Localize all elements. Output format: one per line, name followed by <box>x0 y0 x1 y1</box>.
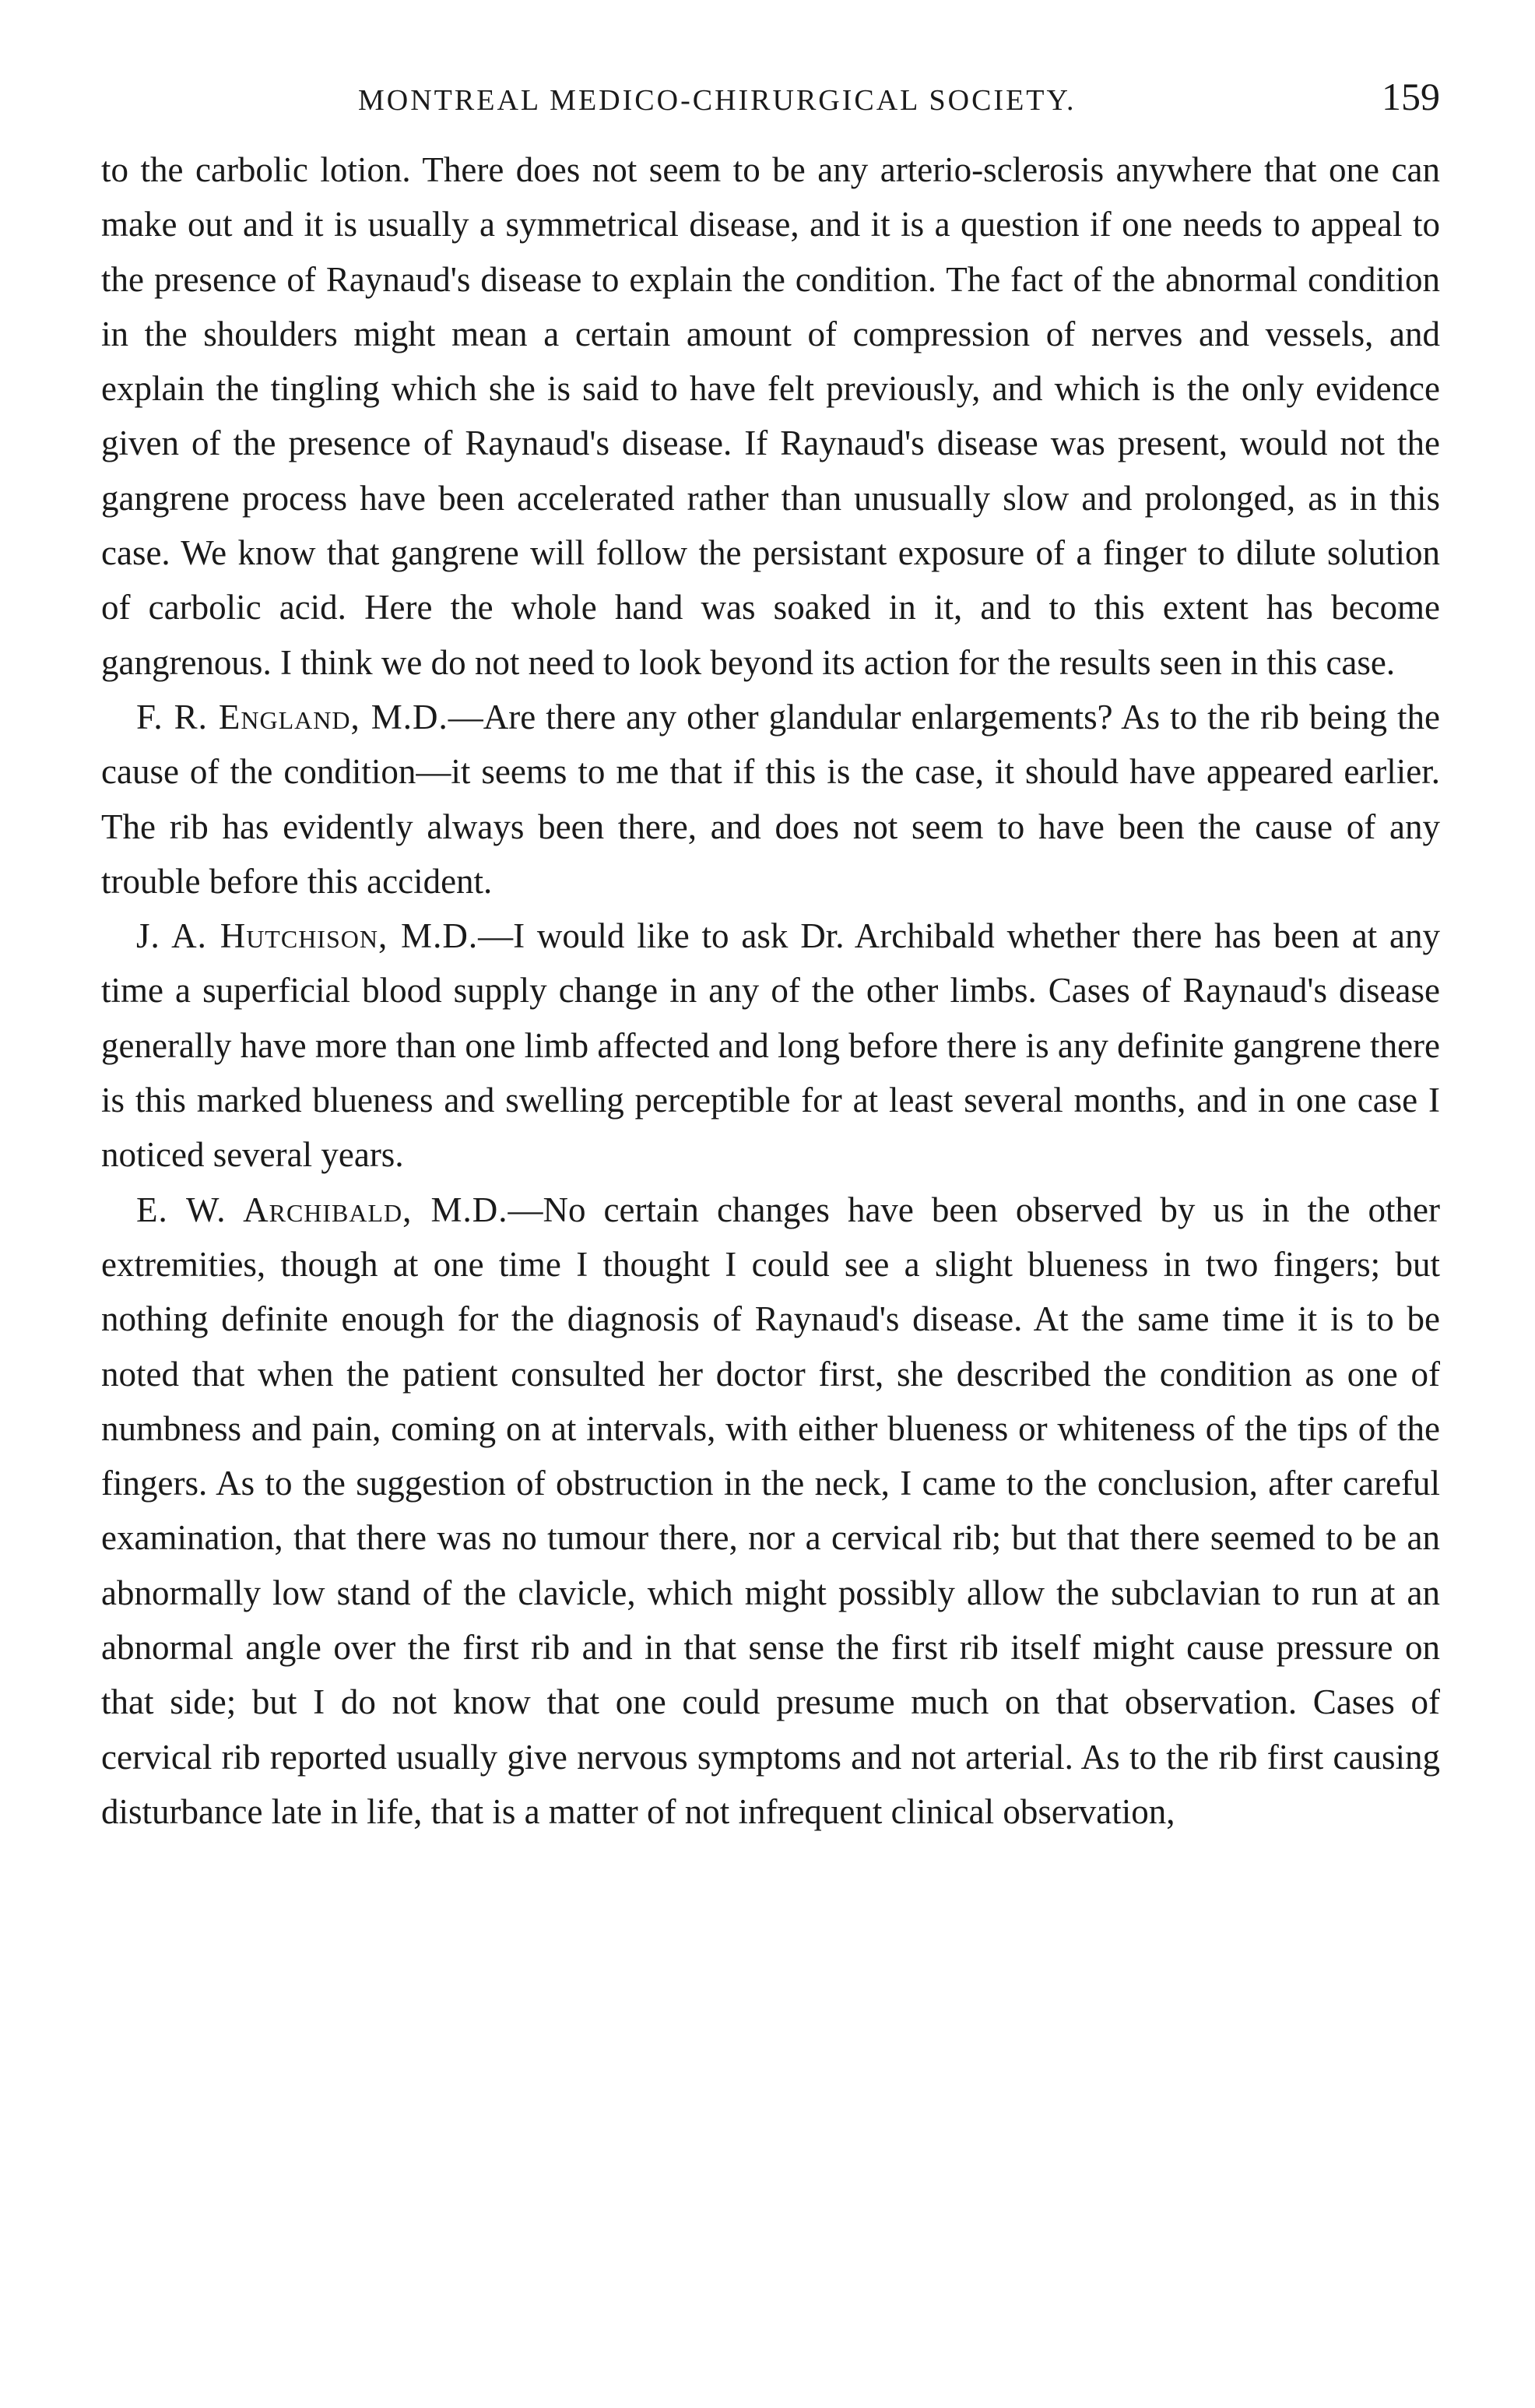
paragraph-text: —No certain changes have been observed by us in the other extremities, though at one time I thought I could see a slight blueness in two fingers; but nothing definite enough for the diagnosis of Raynaud's disease. At the same time it is to be noted that when the patient consulted her doctor first, she described the condition as one of numbness and pain, coming on at intervals, with either blueness or whiteness of the tips of the fingers. As to the suggestion of obstruction in the neck, I came to the conclusion, after careful examination, that there was no tumour there, nor a cervical rib; but that there seemed to be an abnormally low stand of the clavicle, which might possibly allow the subclavian to run at an abnormal angle over the first rib and in that sense the first rib itself might cause pressure on that side; but I do not know that one could presume much on that observation. Cases of cervical rib reported usually give nervous symptoms and not arterial. As to the rib first causing disturbance late in life, that is a matter of not infrequent clinical observation, <box>101 1190 1440 1831</box>
page-number: 159 <box>1382 75 1440 118</box>
paragraph-continuation <box>101 142 1440 690</box>
paragraph-text: —I would like to ask Dr. Archibald whether there has been at any time a superficial blood supply change in any of the other limbs. Cases of Raynaud's disease generally have more than one limb affected and long before there is any definite gangrene there is this marked blueness and swelling perceptible for at least several months, and in one case I noticed several years. <box>101 916 1440 1175</box>
paragraph-text: to the carbolic lotion. There does not seem to be any arterio-sclerosis anywhere that one can make out and it is usually a symmetrical disease, and it is a question if one needs to appeal to the presence of Raynaud's disease to explain the condition. The fact of the abnormal condition in the shoulders might mean a certain amount of compression of nerves and vessels, and explain the tingling which she is said to have felt previously, and which is the only evidence given of the presence of Raynaud's disease. If Raynaud's disease was present, would not the gangrene process have been accelerated rather than unusually slow and prolonged, as in this case. We know that gangrene will follow the persistant exposure of a finger to dilute solution of carbolic acid. Here the whole hand was soaked in it, and to this extent has become gangrenous. I think we do not need to look beyond its action for the results seen in this case. <box>101 150 1440 682</box>
running-header <box>101 74 1440 136</box>
speaker-name: E. W. Archibald, M.D. <box>136 1190 508 1229</box>
running-title: MONTREAL MEDICO-CHIRURGICAL SOCIETY. <box>358 84 1077 117</box>
paragraph-england <box>101 690 1440 909</box>
paragraph-archibald <box>101 1183 1440 1840</box>
document-page <box>101 74 1440 1839</box>
paragraph-hutchison <box>101 909 1440 1182</box>
speaker-name: F. R. England, M.D. <box>136 697 448 736</box>
body-text <box>101 142 1440 1839</box>
speaker-name: J. A. Hutchison, M.D. <box>136 916 479 956</box>
paragraph-text: —Are there any other glandular enlargements? As to the rib being the cause of the condition—it seems to me that if this is the case, it should have appeared earlier. The rib has evidently always been there, and does not seem to have been the cause of any trouble before this accident. <box>101 697 1441 901</box>
